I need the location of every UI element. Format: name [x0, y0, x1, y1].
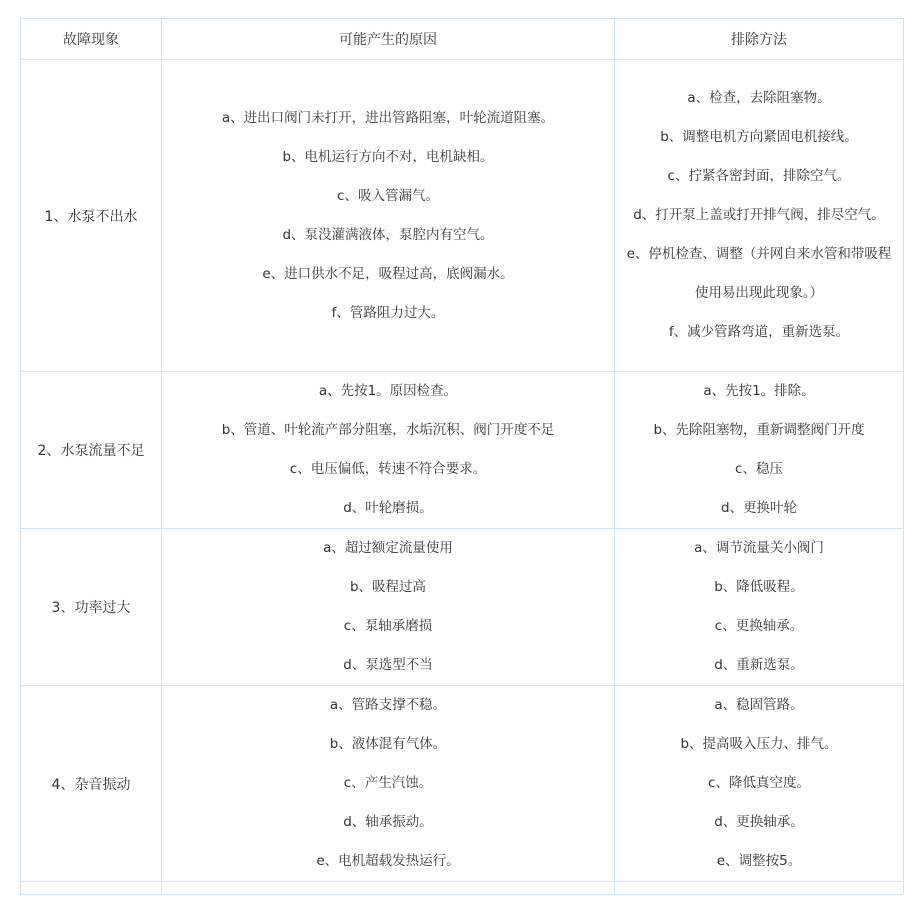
cause-line: b、吸程过高: [349, 579, 427, 595]
cause-line: a、管路支撑不稳。: [329, 697, 447, 713]
fault-label: 1、水泵不出水: [44, 208, 138, 225]
fault-cell: [21, 686, 162, 882]
causes-cell: [162, 686, 615, 882]
header-solutions: 排除方法: [615, 19, 904, 60]
header-row: [21, 19, 904, 60]
table-row: [21, 372, 904, 529]
cause-line: b、液体混有气体。: [329, 736, 447, 752]
fault-cell: [21, 60, 162, 372]
pump-fault-table: [20, 18, 904, 895]
empty-cell: [21, 882, 162, 895]
cause-line: d、轴承振动。: [343, 814, 433, 830]
causes-cell: [162, 372, 615, 529]
cause-line: c、吸入管漏气。: [337, 187, 439, 204]
solutions-cell: [615, 372, 904, 529]
cause-line: b、电机运行方向不对，电机缺相。: [282, 148, 494, 165]
cause-line: c、产生汽蚀。: [343, 775, 433, 791]
fault-cell: [21, 529, 162, 686]
solution-line: c、更换轴承。: [714, 618, 804, 634]
fault-label: 3、功率过大: [51, 600, 131, 616]
empty-cell: [162, 882, 615, 895]
empty-cell: [615, 882, 904, 895]
solution-line: d、更换叶轮: [720, 500, 798, 516]
header-causes: 可能产生的原因: [162, 19, 615, 60]
table-row: [21, 686, 904, 882]
causes-cell: [162, 60, 615, 372]
solution-line: d、重新选泵。: [714, 657, 804, 673]
causes-cell: [162, 529, 615, 686]
cause-line: f、管路阻力过大。: [331, 304, 445, 321]
solution-line: e、调整按5。: [716, 853, 802, 869]
table-row: [21, 60, 904, 372]
solution-line: f、减少管路弯道，重新选泵。: [668, 324, 850, 340]
solution-line: a、检查，去除阻塞物。: [687, 90, 831, 106]
cause-line: e、进口供水不足，吸程过高，底阀漏水。: [262, 265, 514, 282]
cause-line: c、泵轴承磨损: [343, 618, 433, 634]
solution-line: b、降低吸程。: [714, 579, 804, 595]
header-fault: 故障现象: [21, 19, 162, 60]
cause-line: a、超过额定流量使用: [323, 540, 453, 556]
solution-line: d、打开泵上盖或打开排气阀，排尽空气。: [633, 207, 885, 223]
fault-cell: [21, 372, 162, 529]
table-row-partial: [21, 882, 904, 895]
cause-line: b、管道、叶轮流产部分阻塞，水垢沉积、阀门开度不足: [221, 422, 555, 438]
fault-label: 2、水泵流量不足: [37, 443, 145, 459]
solution-line: c、降低真空度。: [708, 775, 810, 791]
cause-line: c、电压偏低，转速不符合要求。: [289, 461, 487, 477]
solution-line: a、先按1。排除。: [703, 383, 815, 399]
cause-line: e、电机超载发热运行。: [316, 853, 460, 869]
cause-line: a、进出口阀门未打开，进出管路阻塞，叶轮流道阻塞。: [221, 109, 555, 126]
solutions-cell: [615, 529, 904, 686]
fault-label: 4、杂音振动: [51, 776, 131, 793]
cause-line: d、泵选型不当: [343, 657, 433, 673]
cause-line: d、泵没灌满液体，泵腔内有空气。: [282, 226, 494, 243]
cause-line: a、先按1。原因检查。: [318, 383, 458, 399]
solutions-cell: [615, 686, 904, 882]
solution-line: e、停机检查、调整（并网自来水管和带吸程使用易出现此现象。）: [626, 246, 892, 301]
cause-line: d、叶轮磨损。: [343, 500, 433, 516]
solution-line: b、先除阻塞物，重新调整阀门开度: [653, 422, 865, 438]
solution-line: c、拧紧各密封面，排除空气。: [667, 168, 851, 184]
fault-table-container: [20, 18, 903, 895]
solution-line: d、更换轴承。: [714, 814, 804, 830]
solution-line: a、稳固管路。: [714, 697, 804, 713]
solution-line: a、调节流量关小阀门: [694, 540, 824, 556]
table-row: [21, 529, 904, 686]
solution-line: b、提高吸入压力、排气。: [680, 736, 838, 752]
solution-line: b、调整电机方向紧固电机接线。: [660, 129, 858, 145]
solution-line: c、稳压: [735, 461, 783, 477]
solutions-cell: [615, 60, 904, 372]
